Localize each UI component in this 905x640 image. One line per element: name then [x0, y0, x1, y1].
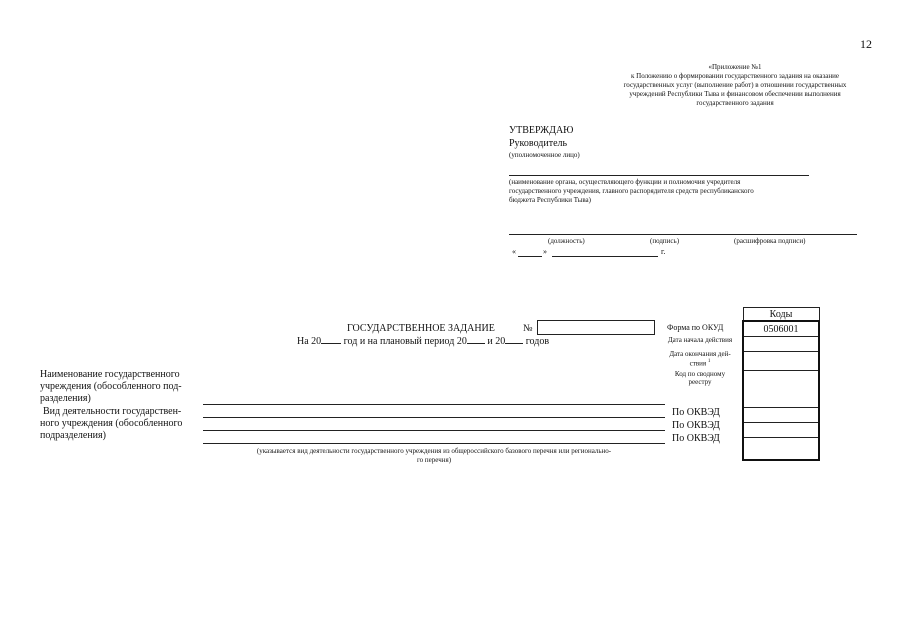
appendix-line: учреждений Республики Тыва и финансовом обеспечении выполнения — [629, 90, 841, 98]
appendix-line: государственного задания — [696, 99, 774, 107]
task-number-field[interactable] — [537, 320, 655, 335]
appendix-header — [590, 63, 880, 108]
okved-label: По ОКВЭД — [672, 420, 720, 431]
year-suffix: г. — [661, 247, 666, 256]
institution-label-line: Наименование государственного — [40, 369, 180, 380]
date-day-line[interactable] — [518, 256, 542, 257]
organ-caption — [509, 178, 754, 205]
registry-code-cell[interactable] — [743, 371, 819, 408]
position-caption: (должность) — [548, 237, 585, 245]
end-date-cell[interactable] — [743, 352, 819, 371]
approve-heading: УТВЕРЖДАЮ — [509, 125, 574, 136]
start-date-cell[interactable] — [743, 337, 819, 352]
period-part: годов — [525, 336, 550, 347]
institution-label-line: учреждения (обособленного под- — [40, 381, 182, 392]
institution-label-line: разделения) — [40, 393, 91, 404]
signature-line[interactable] — [509, 234, 857, 235]
footnote-mark: 1 — [707, 359, 711, 364]
appendix-line: к Положению о формировании государственного задания на оказание — [631, 72, 839, 80]
activity-line[interactable] — [203, 443, 665, 444]
activity-label-line: подразделения) — [40, 430, 106, 441]
okved-code-cell[interactable] — [743, 408, 819, 423]
registry-line: реестру — [688, 378, 712, 386]
period-year-blank[interactable] — [505, 343, 523, 344]
organ-caption-line: бюджета Республики Тыва) — [509, 196, 591, 204]
period-year-blank[interactable] — [467, 343, 485, 344]
date-quote-open: « — [512, 247, 516, 256]
start-date-label: Дата начала действия — [667, 336, 733, 344]
activity-label-line: Вид деятельности государствен- — [43, 406, 182, 417]
date-quote-close: » — [543, 247, 547, 256]
activity-line[interactable] — [203, 430, 665, 431]
activity-type-label — [40, 406, 182, 442]
codes-header: Коды — [743, 308, 819, 322]
okud-label: Форма по ОКУД — [667, 323, 724, 332]
head-label: Руководитель — [509, 138, 568, 149]
organ-caption-line: (наименование органа, осуществляющего функции и полномочия учредителя — [509, 178, 741, 186]
okved-label: По ОКВЭД — [672, 433, 720, 444]
registry-line: Код по сводному — [674, 370, 726, 378]
period-part: На 20 — [297, 336, 322, 347]
end-date-line: Дата окончания дей- — [669, 350, 731, 358]
activity-caption — [203, 447, 665, 465]
number-sign: № — [523, 323, 533, 334]
decoding-caption: (расшифровка подписи) — [734, 237, 806, 245]
activity-line[interactable] — [203, 417, 665, 418]
period-year-blank[interactable] — [321, 343, 341, 344]
end-date-line: ствия $^1$ — [689, 359, 711, 368]
appendix-line: государственных услуг (выполнение работ) в отношении государственных — [623, 81, 847, 89]
activity-caption-line: (указывается вид деятельности государственного учреждения из общероссийского базового перечня или регионально- — [256, 447, 612, 455]
authorized-caption: (уполномоченное лицо) — [509, 151, 580, 159]
organ-line[interactable] — [509, 175, 809, 176]
registry-label — [650, 370, 750, 386]
period-part: год и на плановый период 20 — [343, 336, 467, 347]
appendix-line: «Приложение №1 — [708, 63, 762, 71]
okved-code-cell[interactable] — [743, 423, 819, 438]
date-month-line[interactable] — [552, 256, 658, 257]
signature-caption: (подпись) — [650, 237, 680, 245]
institution-name-line[interactable] — [203, 404, 665, 405]
period-line — [297, 336, 549, 348]
activity-label-line: ного учреждения (обособленного — [40, 418, 183, 429]
period-part: и 20 — [487, 336, 506, 347]
okud-code-cell[interactable]: 0506001 — [743, 321, 819, 337]
codes-table — [742, 307, 820, 461]
organ-caption-line: государственного учреждения, главного распорядителя средств республиканского — [509, 187, 754, 195]
page-number: 12 — [860, 37, 872, 51]
institution-name-label — [40, 369, 182, 405]
okved-label: По ОКВЭД — [672, 407, 720, 418]
activity-caption-line: го перечня) — [416, 456, 452, 464]
end-date-label — [650, 350, 750, 367]
okved-code-cell[interactable] — [743, 438, 819, 461]
task-title: ГОСУДАРСТВЕННОЕ ЗАДАНИЕ — [347, 323, 495, 334]
